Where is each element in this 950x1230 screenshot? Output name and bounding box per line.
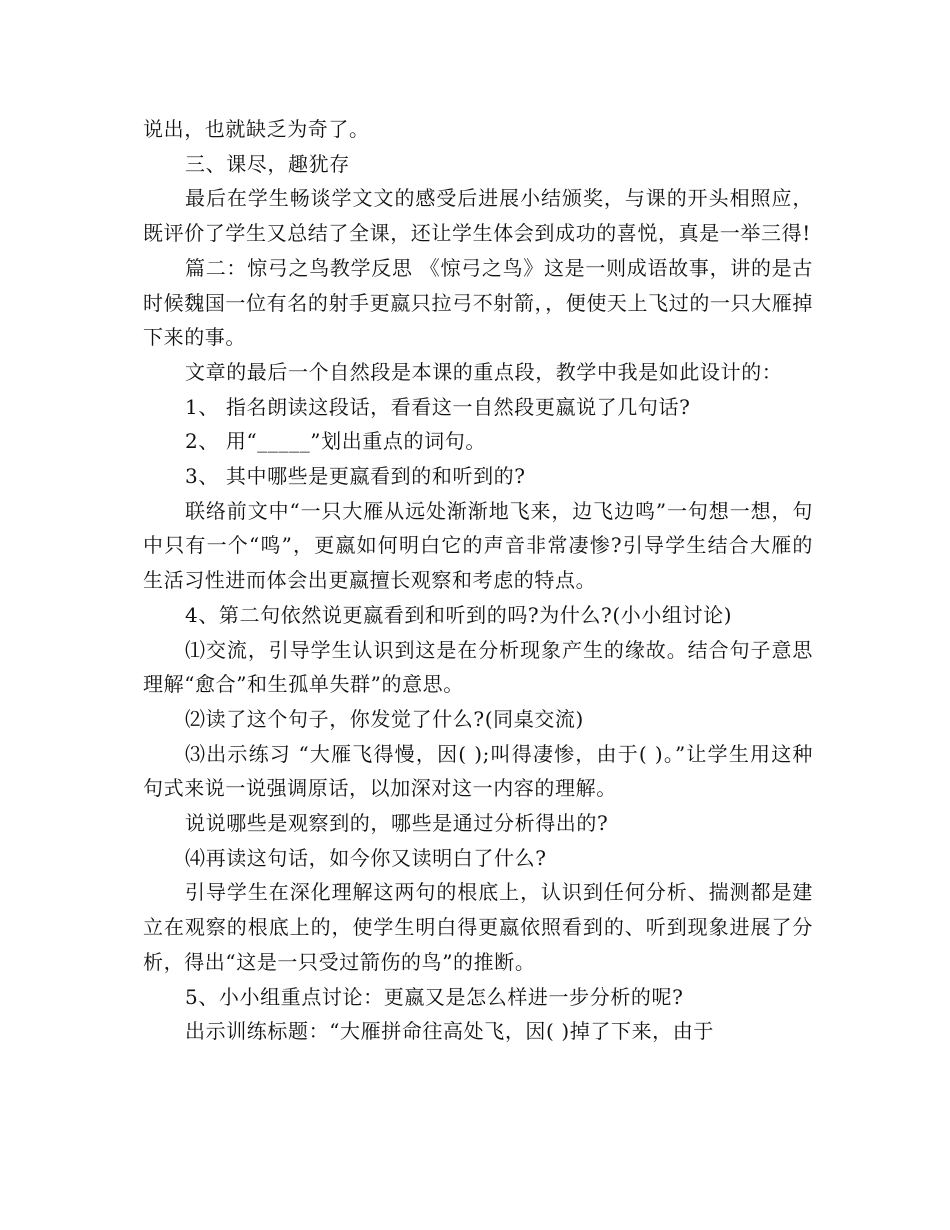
paragraph-14: 说说哪些是观察到的，哪些是通过分析得出的? <box>185 811 609 836</box>
paragraph-1: 说出，也就缺乏为奇了。 <box>143 117 370 141</box>
paragraph-16: 引导学生在深化理解这两句的根底上，认识到任何分析、揣测都是建立在观察的根底上的，使学生明白得更嬴依照看到的、听到现象进展了分析，得出“这是一只受过箭伤的鸟”的推断。 <box>143 880 813 974</box>
list-item-1: 1、 指名朗读这段话，看看这一自然段更嬴说了几句话? <box>185 394 691 419</box>
list-item-5: 5、小小组重点讨论：更嬴又是怎么样进一步分析的呢? <box>185 984 684 1009</box>
sub-item-1: ⑴交流，引导学生认识到这是在分析现象产生的缘故。结合句子意思理解“愈合”和生孤单失群”的意思。 <box>143 637 813 697</box>
paragraph-9: 联络前文中“一只大雁从远处渐渐地飞来，边飞边鸣”一句想一想，句中只有一个“鸣”，更嬴如何明白它的声音非常凄惨?引导学生结合大雁的生活习性进而体会出更嬴擅长观察和考虑的特点。 <box>143 498 813 593</box>
sub-item-3: ⑶出示练习 “大雁飞得慢，因( );叫得凄惨，由于( )。”让学生用这种句式来说一说强调原话，以加深对这一内容的理解。 <box>143 741 813 801</box>
sub-item-4: ⑷再读这句话，如今你又读明白了什么? <box>185 845 547 870</box>
document-body <box>143 112 813 1049</box>
list-item-2: 2、 用“_____”划出重点的词句。 <box>185 429 486 454</box>
section-heading-3: 三、课尽，趣犹存 <box>185 151 350 176</box>
paragraph-5: 文章的最后一个自然段是本课的重点段，教学中我是如此设计的： <box>185 359 783 384</box>
paragraph-18: 出示训练标题：“大雁拼命往高处飞，因( )掉了下来，由于 <box>185 1019 714 1044</box>
sub-item-2: ⑵读了这个句子，你发觉了什么?(同桌交流) <box>185 706 584 731</box>
paragraph-4: 篇二：惊弓之鸟教学反思 《惊弓之鸟》这是一则成语故事，讲的是古时候魏国一位有名的射手更嬴只拉弓不射箭，，便使天上飞过的一只大雁掉下来的事。 <box>143 255 813 350</box>
list-item-4: 4、第二句依然说更嬴看到和听到的吗?为什么?(小小组讨论) <box>185 602 733 627</box>
paragraph-3: 最后在学生畅谈学文文的感受后进展小结颁奖，与课的开头相照应，既评价了学生又总结了全课，还让学生体会到成功的喜悦，真是一举三得! <box>143 186 813 246</box>
list-item-3: 3、 其中哪些是更嬴看到的和听到的? <box>185 464 526 489</box>
